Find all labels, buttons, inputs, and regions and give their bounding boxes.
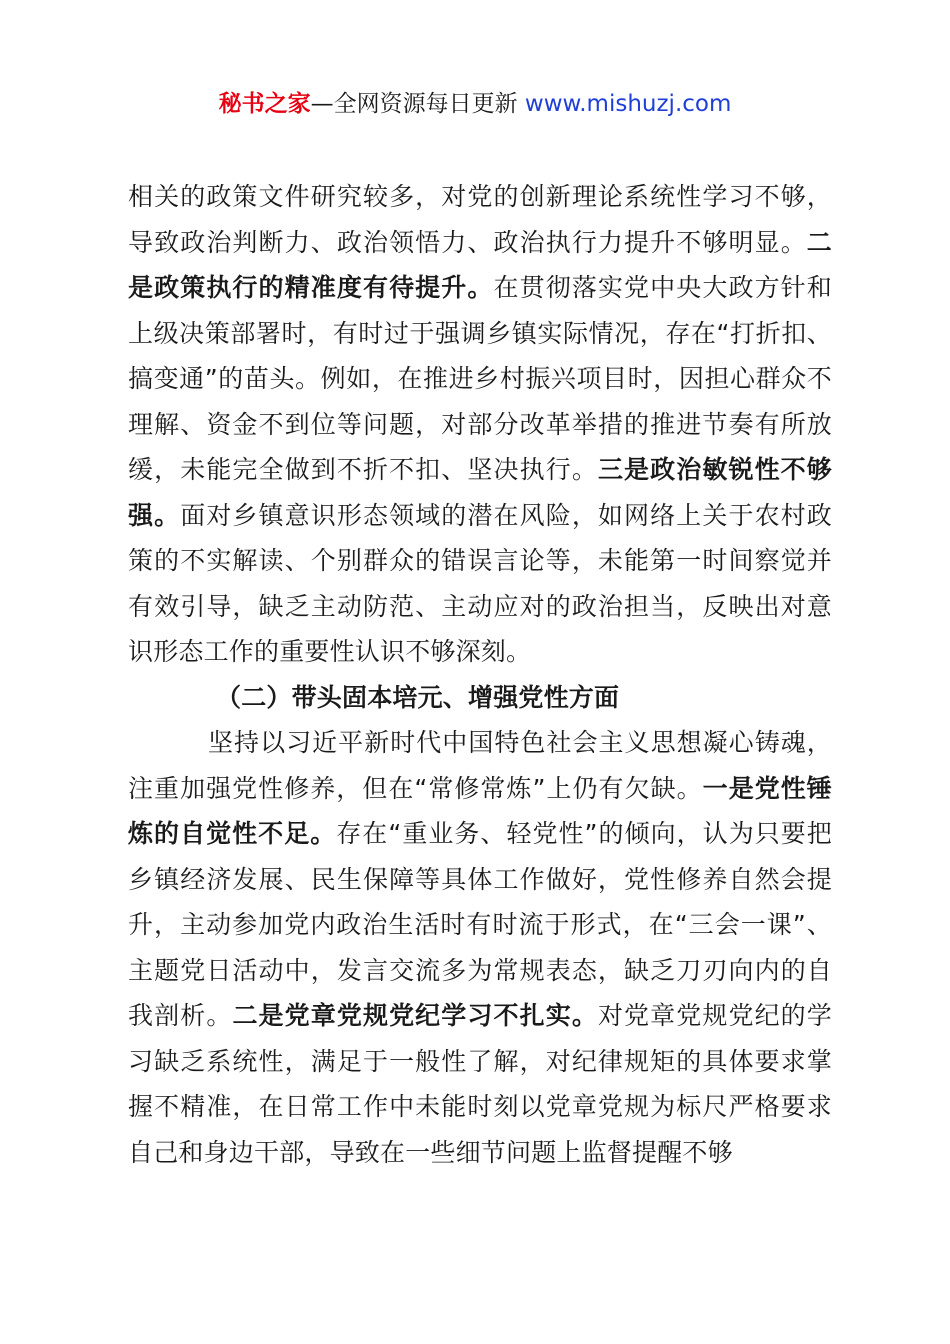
bold-point-policy-precision: 二是政策执行的精准度有待提升。	[128, 227, 832, 302]
paragraph-text: 面对乡镇意识形态领域的潜在风险，如网络上关于农村政策的不实解读、个别群众的错误言论等，未能第一时间察觉并有效引导，缺乏主动防范、主动应对的政治担当，反映出对意识形态工作的重要性认识不够深刻。	[128, 500, 832, 666]
document-body	[128, 174, 832, 1175]
page-header	[0, 86, 950, 122]
bold-point-self-discipline: 一是党性锤炼的自觉性不足。	[128, 773, 832, 848]
section-heading: （二）带头固本培元、增强党性方面	[216, 682, 620, 712]
paragraph-party-spirit	[128, 720, 832, 1175]
paragraph-political-execution	[128, 174, 832, 675]
bold-point-party-rules-study: 二是党章党规党纪学习不扎实。	[232, 1001, 598, 1030]
paragraph-text: 坚持以习近平新时代中国特色社会主义思想凝心铸魂，注重加强党性修养，但在“常修常炼”上仍有欠缺。	[128, 728, 832, 803]
site-tagline: —全网资源每日更新	[310, 91, 518, 117]
site-name: 秘书之家	[218, 91, 311, 117]
paragraph-text: 对党章党规党纪的学习缺乏系统性，满足于一般性了解，对纪律规矩的具体要求掌握不精准，在日常工作中未能时刻以党章党规为标尺严格要求自己和身边干部，导致在一些细节问题上监督提醒不够	[128, 1001, 832, 1167]
site-url-link[interactable]: www.mishuzj.com	[524, 91, 732, 117]
paragraph-text: 存在“重业务、轻党性”的倾向，认为只要把乡镇经济发展、民生保障等具体工作做好，党性修养自然会提升，主动参加党内政治生活时有时流于形式，在“三会一课”、主题党日活动中，发言交流多为常规表态，缺乏刀刃向内的自我剖析。	[128, 819, 832, 1030]
paragraph-text: 在贯彻落实党中央大政方针和上级决策部署时，有时过于强调乡镇实际情况，存在“打折扣、搞变通”的苗头。例如，在推进乡村振兴项目时，因担心群众不理解、资金不到位等问题，对部分改革举措的推进节奏有所放缓，未能完全做到不折不扣、坚决执行。	[128, 273, 832, 484]
bold-point-political-sensitivity: 三是政治敏锐性不够强。	[128, 455, 832, 530]
paragraph-text: 相关的政策文件研究较多，对党的创新理论系统性学习不够，导致政治判断力、政治领悟力、政治执行力提升不够明显。	[128, 182, 832, 257]
